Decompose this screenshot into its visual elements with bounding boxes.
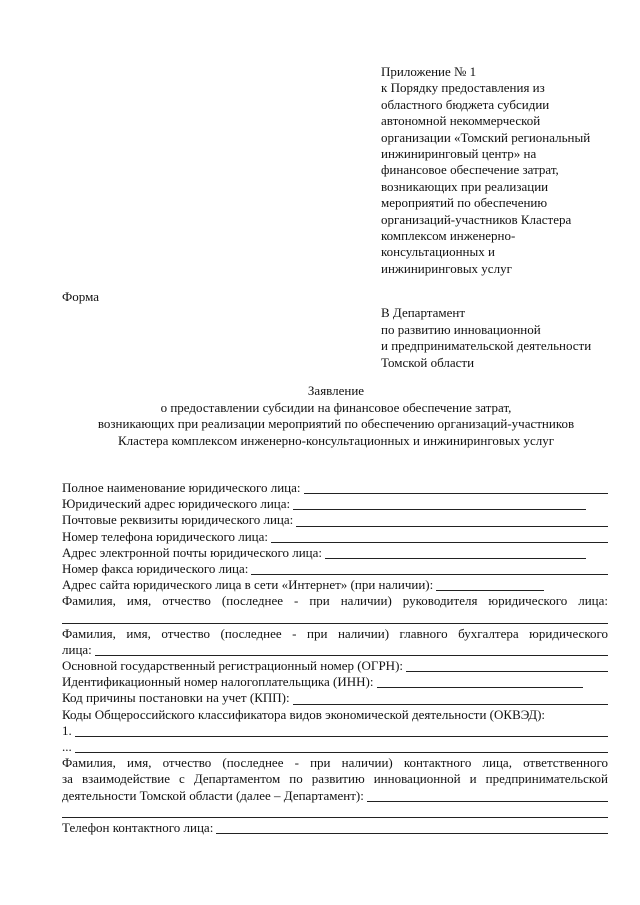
legal-address-label: Юридический адрес юридического лица: <box>62 496 291 512</box>
contact-person-row <box>62 788 608 804</box>
appendix-line: консультационных и <box>381 244 495 260</box>
website-label: Адрес сайта юридического лица в сети «Интернет» (при наличии): <box>62 577 434 593</box>
fax-label: Номер факса юридического лица: <box>62 560 249 576</box>
appendix-line: инжиниринговый центр» на <box>381 146 537 162</box>
email-field[interactable] <box>325 547 586 559</box>
postal-details-label: Почтовые реквизиты юридического лица: <box>62 512 294 528</box>
full-name-row <box>62 480 608 496</box>
okved-more-marker: ... <box>62 738 72 754</box>
head-name-field[interactable] <box>62 610 608 626</box>
accountant-name-field[interactable] <box>95 644 608 656</box>
kpp-field[interactable] <box>293 693 608 705</box>
fax-row <box>62 561 608 577</box>
appendix-header <box>381 64 631 277</box>
phone-field[interactable] <box>271 531 608 543</box>
appendix-line: Приложение № 1 <box>381 64 477 79</box>
fax-field[interactable] <box>251 563 608 575</box>
contact-person-field[interactable] <box>367 790 608 802</box>
contact-phone-row <box>62 820 608 836</box>
ogrn-field[interactable] <box>406 660 608 672</box>
addressee-line: В Департамент <box>381 305 466 320</box>
appendix-line: организации «Томский региональный <box>381 129 591 145</box>
kpp-row <box>62 690 608 706</box>
phone-row <box>62 529 608 545</box>
contact-person-label-cont: за взаимодействие с Департаментом по развитию инновационной и предпринимательской <box>62 771 608 787</box>
postal-details-row <box>62 512 608 528</box>
okved-more-row <box>62 739 608 755</box>
contact-phone-field[interactable] <box>216 822 608 834</box>
postal-details-field[interactable] <box>296 515 608 527</box>
okved-item-number: 1. <box>62 722 72 738</box>
accountant-name-row <box>62 642 608 658</box>
okved-more-field[interactable] <box>75 741 608 753</box>
okved-row <box>62 707 608 723</box>
website-field[interactable] <box>436 579 544 591</box>
full-name-label: Полное наименование юридического лица: <box>62 479 301 495</box>
contact-phone-label: Телефон контактного лица: <box>62 819 214 835</box>
inn-label: Идентификационный номер налогоплательщика (ИНН): <box>62 674 374 690</box>
title-line: о предоставлении субсидии на финансовое обеспечение затрат, <box>160 399 512 415</box>
okved-item-row <box>62 723 608 739</box>
full-name-field[interactable] <box>304 482 609 494</box>
appendix-line: областного бюджета субсидии <box>381 96 550 112</box>
head-name-label: Фамилия, имя, отчество (последнее - при наличии) руководителя юридического лица: <box>62 593 608 609</box>
email-row <box>62 545 608 561</box>
document-title <box>62 383 610 449</box>
okved-label: Коды Общероссийского классификатора видов экономической деятельности (ОКВЭД): <box>62 706 546 722</box>
contact-person-label-end: деятельности Томской области (далее – Департамент): <box>62 787 364 803</box>
appendix-line: финансовое обеспечение затрат, <box>381 162 559 178</box>
appendix-line: мероприятий по обеспечению <box>381 195 548 211</box>
addressee-line: Томской области <box>381 354 475 370</box>
ogrn-row <box>62 658 608 674</box>
title-line: возникающих при реализации мероприятий по обеспечению организаций-участников <box>97 416 575 432</box>
addressee-block <box>381 305 591 371</box>
accountant-name-label-cont: лица: <box>62 641 92 657</box>
title-line: Кластера комплексом инженерно-консультационных и инжиниринговых услуг <box>117 432 555 448</box>
appendix-line: автономной некоммерческой <box>381 113 541 129</box>
legal-address-row <box>62 496 608 512</box>
addressee-line: и предпринимательской деятельности <box>381 338 592 354</box>
appendix-line: возникающих при реализации <box>381 178 549 194</box>
kpp-label: Код причины постановки на учет (КПП): <box>62 690 290 706</box>
inn-row <box>62 674 608 690</box>
application-fields <box>62 480 608 836</box>
inn-field[interactable] <box>377 676 583 688</box>
addressee-line: по развитию инновационной <box>381 321 541 337</box>
appendix-line: комплексом инженерно- <box>381 228 516 244</box>
website-row <box>62 577 608 593</box>
appendix-line: инжиниринговых услуг <box>381 260 512 276</box>
phone-label: Номер телефона юридического лица: <box>62 528 268 544</box>
appendix-line: организаций-участников Кластера <box>381 211 572 227</box>
contact-person-label: Фамилия, имя, отчество (последнее - при наличии) контактного лица, ответственного <box>62 755 608 771</box>
legal-address-field[interactable] <box>293 498 586 510</box>
accountant-name-label: Фамилия, имя, отчество (последнее - при наличии) главного бухгалтера юридического <box>62 625 608 641</box>
ogrn-label: Основной государственный регистрационный номер (ОГРН): <box>62 658 404 674</box>
form-label: Форма <box>62 289 99 304</box>
appendix-line: к Порядку предоставления из <box>381 80 545 96</box>
title-heading: Заявление <box>307 383 365 398</box>
okved-item-field[interactable] <box>75 725 608 737</box>
email-label: Адрес электронной почты юридического лица: <box>62 544 322 560</box>
contact-person-field-extra[interactable] <box>62 804 608 820</box>
